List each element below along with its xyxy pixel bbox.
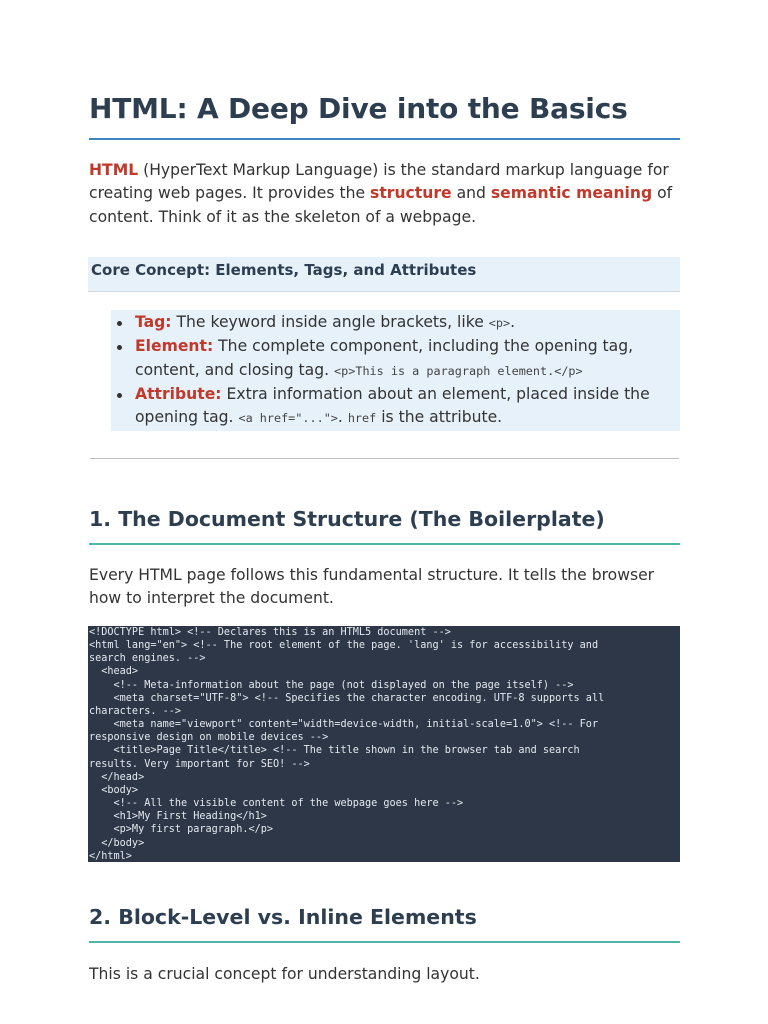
code-line: </html> [89, 850, 132, 862]
intro-text: and [451, 184, 491, 203]
code-line: responsive design on mobile devices --> [89, 732, 329, 744]
code-line: <!-- Meta-information about the page (not displayed on the page itself) --> [113, 679, 574, 691]
code-line: search engines. --> [89, 653, 206, 665]
attribute-text-mid: . [337, 408, 348, 427]
code-line: <title>Page Title</title> <!-- The title shown in the browser tab and search [113, 745, 580, 757]
page-title: HTML: A Deep Dive into the Basics [89, 90, 680, 140]
tag-text: The keyword inside angle brackets, like [171, 313, 489, 331]
code-line: <meta charset="UTF-8"> <!-- Specifies the character encoding. UTF-8 supports all [113, 692, 605, 704]
intro-text: (HyperText Markup Language) is the standard markup language for creating web pages. It provides the [89, 161, 669, 203]
code-line: <body> [101, 784, 139, 796]
code-line: <meta name="viewport" content="width=device-width, initial-scale=1.0"> <!-- For [113, 719, 599, 731]
element-text: The complete component, including the opening tag, content, and closing tag. [135, 337, 634, 379]
code-line: </head> [101, 771, 145, 783]
code-line: <html lang="en"> <!-- The root element of the page. 'lang' is for accessibility and [89, 640, 599, 652]
intro-structure-term: structure [370, 184, 452, 203]
attribute-code: <a href="..."> [238, 411, 338, 426]
boilerplate-code-block [88, 626, 680, 862]
tag-text-end: . [510, 313, 516, 331]
element-code: <p>This is a paragraph element.</p> [334, 363, 583, 378]
section-2-heading: 2. Block-Level vs. Inline Elements [89, 903, 680, 943]
section-divider [90, 458, 679, 459]
element-term: Element: [135, 337, 214, 356]
section-2-paragraph: This is a crucial concept for understanding layout. [89, 965, 480, 983]
core-concept-heading: Core Concept: Elements, Tags, and Attributes [88, 257, 680, 292]
intro-semantic-term: semantic meaning [490, 184, 653, 203]
attribute-text-end: is the attribute. [376, 408, 503, 427]
attribute-code-href: href [347, 411, 377, 426]
attribute-text: Extra information about an element, placed inside the opening tag. [135, 384, 650, 427]
attribute-term: Attribute: [135, 384, 222, 403]
code-line: </body> [101, 837, 145, 849]
list-item-tag [135, 311, 680, 335]
code-line: results. Very important for SEO! --> [89, 758, 310, 770]
code-line: <head> [101, 666, 139, 678]
tag-code: <p> [488, 316, 511, 330]
list-item-attribute [135, 383, 680, 431]
code-line: <h1>My First Heading</h1> [113, 811, 267, 823]
code-line: characters. --> [89, 705, 182, 717]
list-item-element [135, 335, 680, 383]
intro-text: of content. Think of it as the skeleton of a webpage. [89, 184, 673, 226]
section-1-heading: 1. The Document Structure (The Boilerplate) [89, 505, 680, 545]
intro-paragraph [89, 159, 680, 229]
section-1-paragraph: Every HTML page follows this fundamental structure. It tells the browser how to interpret the document. [89, 566, 655, 608]
tag-term: Tag: [135, 313, 172, 331]
code-line: <!-- All the visible content of the webpage goes here --> [113, 798, 464, 810]
code-line: <p>My first paragraph.</p> [113, 824, 274, 836]
code-line: <!DOCTYPE html> <!-- Declares this is an HTML5 document --> [89, 627, 451, 638]
intro-html-term: HTML [89, 161, 139, 179]
core-concept-list [111, 310, 680, 431]
